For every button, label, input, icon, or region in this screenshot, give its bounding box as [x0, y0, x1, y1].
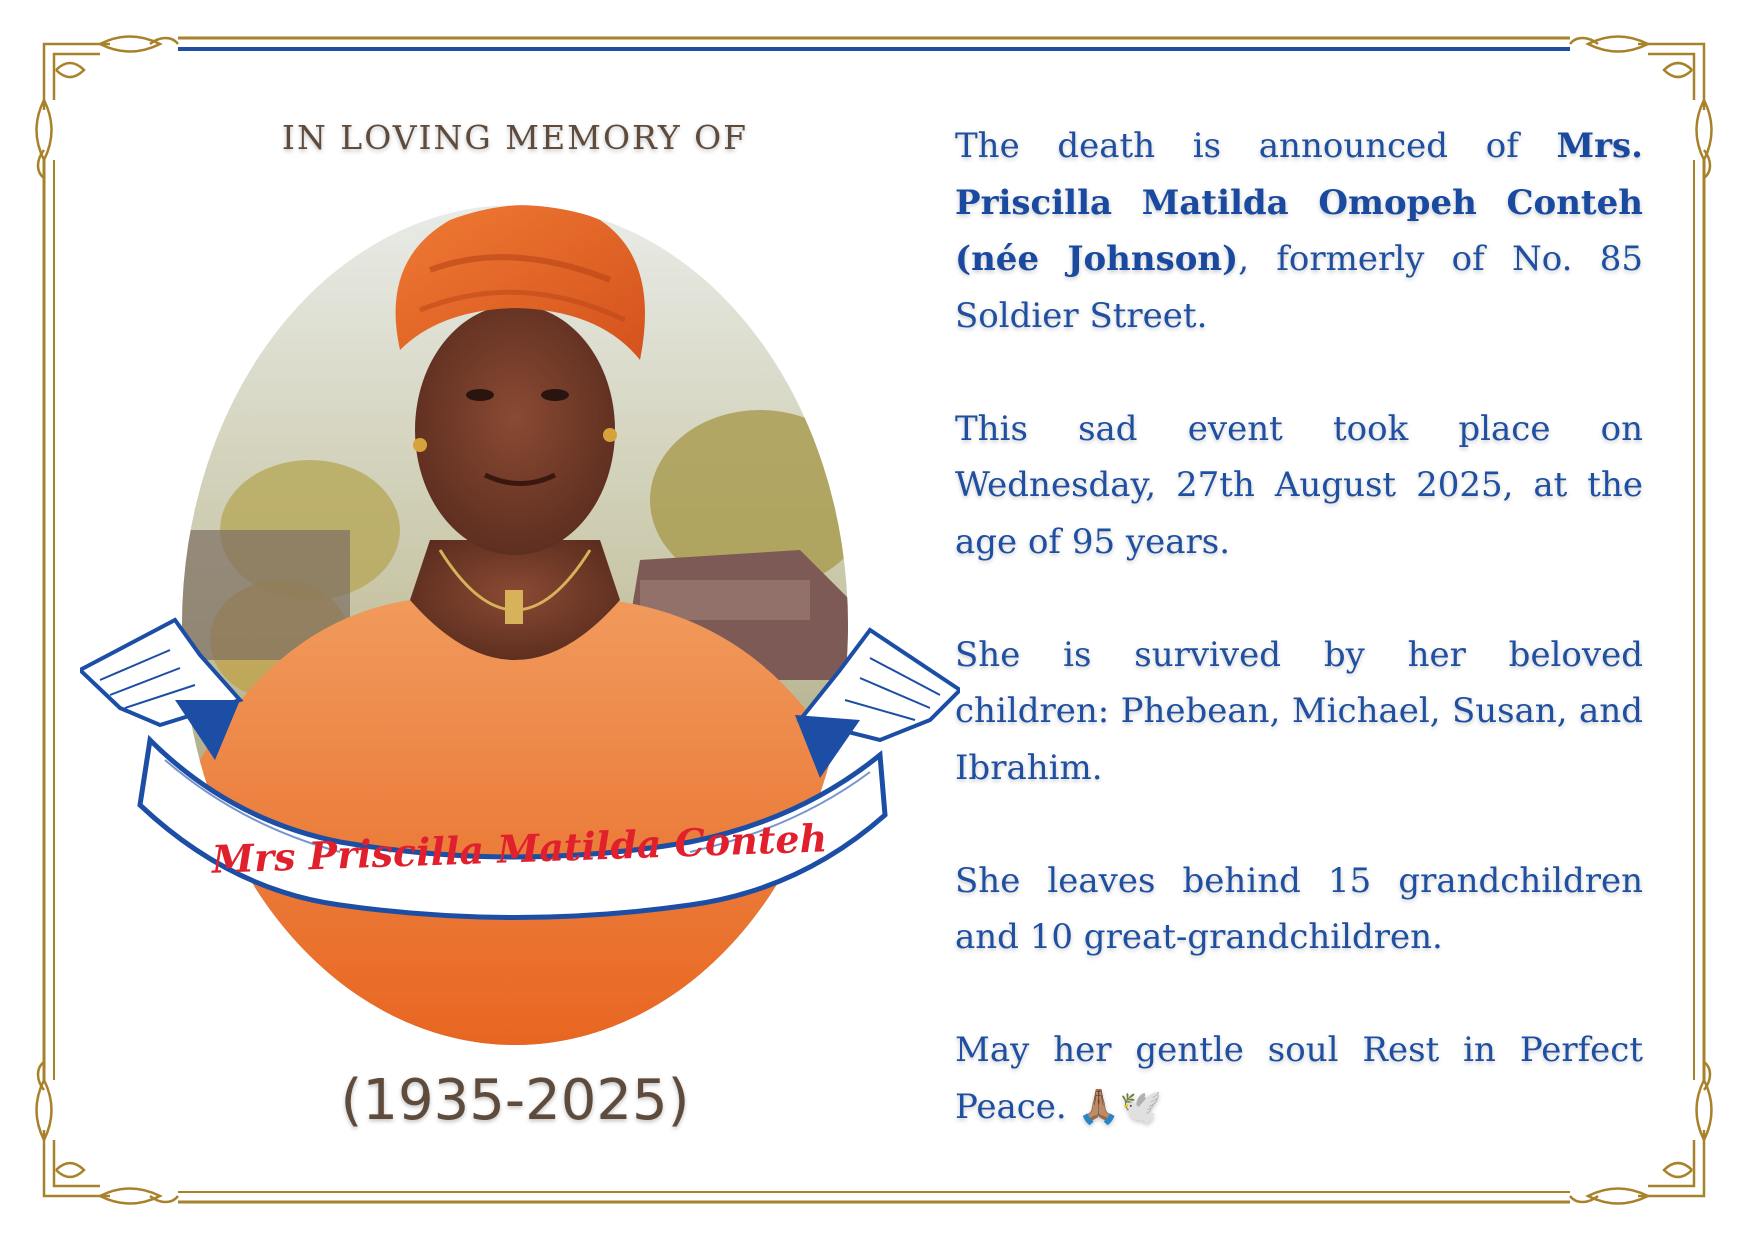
- death-announcement: [955, 118, 1643, 1135]
- announcement-paragraph-2: This sad event took place on Wednesday, 27th August 2025, at the age of 95 years.: [955, 408, 1643, 562]
- portrait-photo: [80, 200, 960, 1060]
- announcement-paragraph-1: The death is announced of Mrs. Priscilla Matilda Omopeh Conteh (née Johnson), formerly of No. 85 Soldier Street.: [955, 126, 1643, 336]
- life-years: (1935-2025): [340, 1068, 690, 1133]
- portrait-svg: [80, 200, 960, 1060]
- banner-name-text: Mrs Priscilla Matilda Conteh: [211, 815, 828, 882]
- announcement-paragraph-4: She leaves behind 15 grandchildren and 10 great-grandchildren.: [955, 860, 1643, 957]
- memorial-heading: IN LOVING MEMORY OF: [281, 118, 749, 157]
- portrait-with-banner: [80, 200, 960, 1060]
- deceased-full-name: Mrs. Priscilla Matilda Omopeh Conteh (née Johnson): [955, 126, 1643, 279]
- announcement-paragraph-3: She is survived by her beloved children: Phebean, Michael, Susan, and Ibrahim.: [955, 634, 1643, 788]
- announcement-paragraph-5: May her gentle soul Rest in Perfect Peace. 🙏🏽🕊️: [955, 1030, 1643, 1127]
